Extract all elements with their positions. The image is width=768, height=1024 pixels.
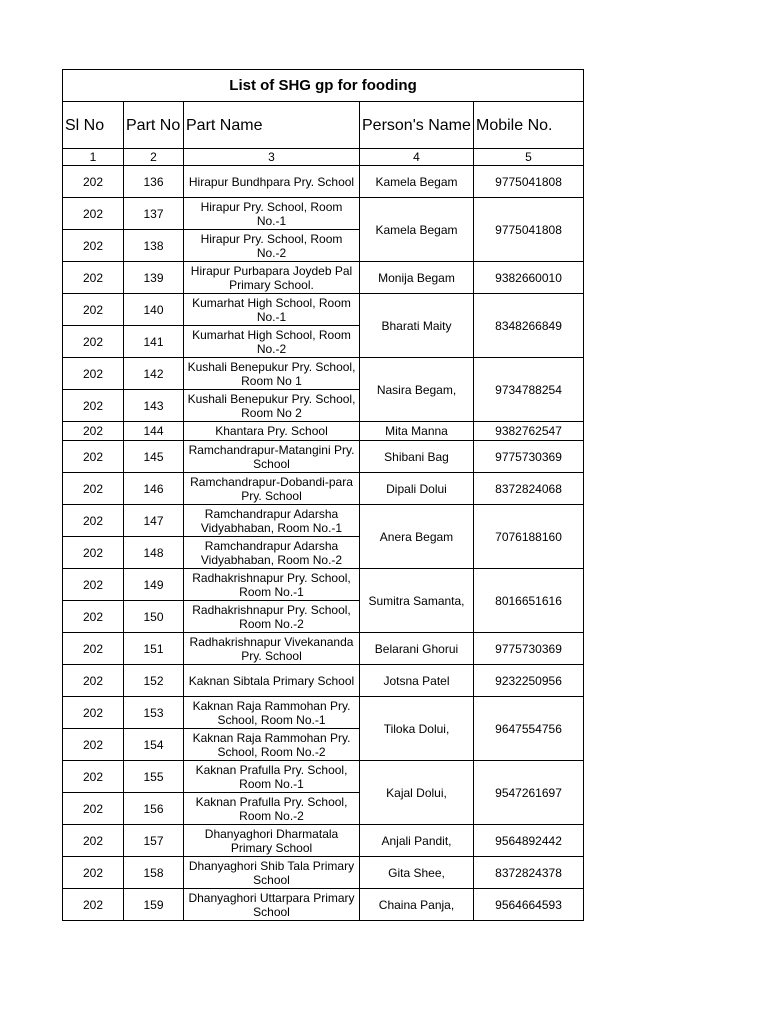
part-no-cell: 152 <box>124 665 184 697</box>
part-no-cell: 143 <box>124 390 184 422</box>
part-no-cell: 138 <box>124 230 184 262</box>
person-name-cell: Nasira Begam, <box>360 358 474 422</box>
part-no-cell: 150 <box>124 601 184 633</box>
part-no-cell: 139 <box>124 262 184 294</box>
header-mobile-no: Mobile No. <box>474 102 584 149</box>
person-name-cell: Bharati Maity <box>360 294 474 358</box>
part-no-cell: 148 <box>124 537 184 569</box>
column-number: 3 <box>184 149 360 166</box>
part-no-cell: 158 <box>124 857 184 889</box>
sl-no-cell: 202 <box>63 889 124 921</box>
shg-list-sheet <box>62 69 584 921</box>
header-sl-no: Sl No <box>63 102 124 149</box>
sl-no-cell: 202 <box>63 326 124 358</box>
part-no-cell: 149 <box>124 569 184 601</box>
table-row <box>63 505 584 537</box>
part-no-cell: 136 <box>124 166 184 198</box>
sl-no-cell: 202 <box>63 697 124 729</box>
part-name-cell: Kaknan Raja Rammohan Pry. School, Room No.-1 <box>184 697 360 729</box>
person-name-cell: Dipali Dolui <box>360 473 474 505</box>
table-row <box>63 422 584 441</box>
part-name-cell: Ramchandrapur-Matangini Pry. School <box>184 441 360 473</box>
table-row <box>63 825 584 857</box>
mobile-no-cell: 8372824068 <box>474 473 584 505</box>
mobile-no-cell: 8348266849 <box>474 294 584 358</box>
part-name-cell: Dhanyaghori Shib Tala Primary School <box>184 857 360 889</box>
part-no-cell: 137 <box>124 198 184 230</box>
part-no-cell: 142 <box>124 358 184 390</box>
part-name-cell: Radhakrishnapur Pry. School, Room No.-1 <box>184 569 360 601</box>
person-name-cell: Kamela Begam <box>360 198 474 262</box>
mobile-no-cell: 9734788254 <box>474 358 584 422</box>
table-title: List of SHG gp for fooding <box>63 70 584 102</box>
part-name-cell: Dhanyaghori Uttarpara Primary School <box>184 889 360 921</box>
sl-no-cell: 202 <box>63 633 124 665</box>
part-no-cell: 153 <box>124 697 184 729</box>
part-name-cell: Kushali Benepukur Pry. School, Room No 2 <box>184 390 360 422</box>
part-name-cell: Dhanyaghori Dharmatala Primary School <box>184 825 360 857</box>
part-name-cell: Radhakrishnapur Pry. School, Room No.-2 <box>184 601 360 633</box>
mobile-no-cell: 9775041808 <box>474 166 584 198</box>
table-row <box>63 441 584 473</box>
sl-no-cell: 202 <box>63 422 124 441</box>
sl-no-cell: 202 <box>63 793 124 825</box>
part-name-cell: Ramchandrapur Adarsha Vidyabhaban, Room No.-2 <box>184 537 360 569</box>
column-number: 5 <box>474 149 584 166</box>
sl-no-cell: 202 <box>63 441 124 473</box>
sl-no-cell: 202 <box>63 857 124 889</box>
person-name-cell: Shibani Bag <box>360 441 474 473</box>
table-row <box>63 665 584 697</box>
part-name-cell: Kushali Benepukur Pry. School, Room No 1 <box>184 358 360 390</box>
part-name-cell: Ramchandrapur-Dobandi-para Pry. School <box>184 473 360 505</box>
part-no-cell: 154 <box>124 729 184 761</box>
column-number: 4 <box>360 149 474 166</box>
person-name-cell: Anera Begam <box>360 505 474 569</box>
part-name-cell: Ramchandrapur Adarsha Vidyabhaban, Room No.-1 <box>184 505 360 537</box>
person-name-cell: Chaina Panja, <box>360 889 474 921</box>
person-name-cell: Kajal Dolui, <box>360 761 474 825</box>
part-name-cell: Khantara Pry. School <box>184 422 360 441</box>
person-name-cell: Kamela Begam <box>360 166 474 198</box>
sl-no-cell: 202 <box>63 230 124 262</box>
person-name-cell: Belarani Ghorui <box>360 633 474 665</box>
mobile-no-cell: 9564892442 <box>474 825 584 857</box>
part-no-cell: 156 <box>124 793 184 825</box>
part-no-cell: 146 <box>124 473 184 505</box>
table-row <box>63 633 584 665</box>
shg-table <box>62 69 584 921</box>
mobile-no-cell: 9647554756 <box>474 697 584 761</box>
part-no-cell: 155 <box>124 761 184 793</box>
table-row <box>63 857 584 889</box>
mobile-no-cell: 8016651616 <box>474 569 584 633</box>
part-no-cell: 144 <box>124 422 184 441</box>
person-name-cell: Tiloka Dolui, <box>360 697 474 761</box>
part-name-cell: Hirapur Pry. School, Room No.-2 <box>184 230 360 262</box>
table-row <box>63 198 584 230</box>
mobile-no-cell: 9232250956 <box>474 665 584 697</box>
mobile-no-cell: 8372824378 <box>474 857 584 889</box>
mobile-no-cell: 9382660010 <box>474 262 584 294</box>
mobile-no-cell: 9564664593 <box>474 889 584 921</box>
sl-no-cell: 202 <box>63 294 124 326</box>
mobile-no-cell: 9547261697 <box>474 761 584 825</box>
part-name-cell: Hirapur Bundhpara Pry. School <box>184 166 360 198</box>
part-name-cell: Kumarhat High School, Room No.-1 <box>184 294 360 326</box>
sl-no-cell: 202 <box>63 569 124 601</box>
header-persons-name: Person's Name <box>360 102 474 149</box>
table-row <box>63 166 584 198</box>
table-row <box>63 294 584 326</box>
column-number: 1 <box>63 149 124 166</box>
sl-no-cell: 202 <box>63 390 124 422</box>
sl-no-cell: 202 <box>63 729 124 761</box>
mobile-no-cell: 9775041808 <box>474 198 584 262</box>
sl-no-cell: 202 <box>63 166 124 198</box>
mobile-no-cell: 9775730369 <box>474 441 584 473</box>
part-name-cell: Hirapur Pry. School, Room No.-1 <box>184 198 360 230</box>
sl-no-cell: 202 <box>63 358 124 390</box>
sl-no-cell: 202 <box>63 601 124 633</box>
sl-no-cell: 202 <box>63 825 124 857</box>
mobile-no-cell: 7076188160 <box>474 505 584 569</box>
table-row <box>63 262 584 294</box>
sl-no-cell: 202 <box>63 473 124 505</box>
part-no-cell: 159 <box>124 889 184 921</box>
person-name-cell: Gita Shee, <box>360 857 474 889</box>
mobile-no-cell: 9775730369 <box>474 633 584 665</box>
part-name-cell: Kaknan Raja Rammohan Pry. School, Room No.-2 <box>184 729 360 761</box>
part-no-cell: 145 <box>124 441 184 473</box>
sl-no-cell: 202 <box>63 262 124 294</box>
person-name-cell: Monija Begam <box>360 262 474 294</box>
part-name-cell: Hirapur Purbapara Joydeb Pal Primary School. <box>184 262 360 294</box>
person-name-cell: Sumitra Samanta, <box>360 569 474 633</box>
part-no-cell: 141 <box>124 326 184 358</box>
sl-no-cell: 202 <box>63 665 124 697</box>
part-no-cell: 151 <box>124 633 184 665</box>
sl-no-cell: 202 <box>63 198 124 230</box>
table-row <box>63 569 584 601</box>
column-number: 2 <box>124 149 184 166</box>
table-row <box>63 889 584 921</box>
part-name-cell: Kumarhat High School, Room No.-2 <box>184 326 360 358</box>
part-no-cell: 140 <box>124 294 184 326</box>
sl-no-cell: 202 <box>63 537 124 569</box>
mobile-no-cell: 9382762547 <box>474 422 584 441</box>
person-name-cell: Anjali Pandit, <box>360 825 474 857</box>
part-name-cell: Kaknan Prafulla Pry. School, Room No.-2 <box>184 793 360 825</box>
part-no-cell: 147 <box>124 505 184 537</box>
part-no-cell: 157 <box>124 825 184 857</box>
table-row <box>63 697 584 729</box>
part-name-cell: Kaknan Sibtala Primary School <box>184 665 360 697</box>
table-row <box>63 761 584 793</box>
table-row <box>63 473 584 505</box>
header-part-no: Part No <box>124 102 184 149</box>
sl-no-cell: 202 <box>63 505 124 537</box>
table-row <box>63 358 584 390</box>
person-name-cell: Mita Manna <box>360 422 474 441</box>
header-part-name: Part Name <box>184 102 360 149</box>
sl-no-cell: 202 <box>63 761 124 793</box>
part-name-cell: Kaknan Prafulla Pry. School, Room No.-1 <box>184 761 360 793</box>
person-name-cell: Jotsna Patel <box>360 665 474 697</box>
part-name-cell: Radhakrishnapur Vivekananda Pry. School <box>184 633 360 665</box>
